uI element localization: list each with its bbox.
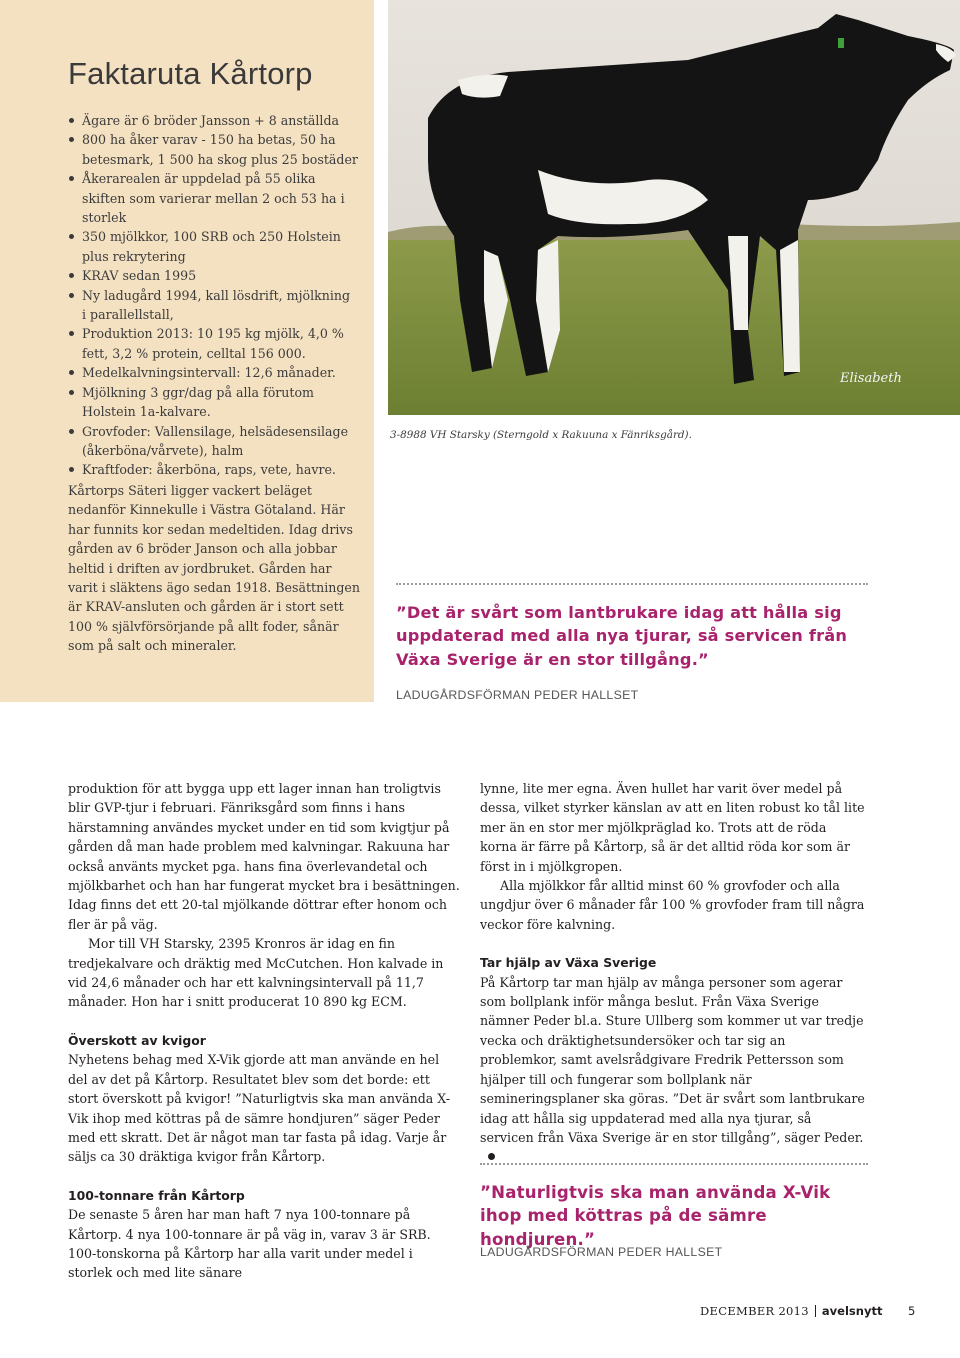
photo-caption: 3-8988 VH Starsky (Sterngold x Rakuuna x Fänriksgård). [390,429,692,441]
photo-signature: Elisabeth [840,371,902,386]
quote-divider [396,583,868,585]
footer-issue: DECEMBER 2013 [700,1304,809,1318]
page-footer [700,1304,922,1318]
cow-photo-image [388,0,960,415]
end-mark-icon [488,1153,495,1160]
fact-box [0,0,374,702]
fact-item: KRAV sedan 1995 [68,266,358,285]
paragraph: De senaste 5 åren har man haft 7 nya 100-tonnare på Kårtorp. 4 nya 100-tonnare är på väg in, varav 3 är SRB. 100-tonskorna på Kårtorp har alla varit under medel i storlek och med lite sänare [68,1207,431,1281]
fact-item: Medelkalvningsintervall: 12,6 månader. [68,363,358,382]
fact-item: Ägare är 6 bröder Jansson + 8 anställda [68,111,358,130]
fact-item: 350 mjölkkor, 100 SRB och 250 Holstein plus rekrytering [68,227,358,266]
fact-box-body: Kårtorps Säteri ligger vackert beläget nedanför Kinnekulle i Västra Götaland. Här har funnits kor sedan medeltiden. Idag drivs gården av 6 bröder Janson och alla jobbar heltid i driften av jordbruket. Gården har varit i släktens ägo sedan 1918. Besättningen är KRAV-ansluten och gården är i stort sett 100 % självförsörjande på allt foder, sånär som på salt och mineraler. [68,483,360,654]
footer-magazine-name: avelsnytt [821,1304,883,1318]
paragraph: produktion för att bygga upp ett lager innan han troligtvis blir GVP-tjur i februari. Fänriksgård som finns i hans härstamning användes mycket under en tid som kvigtjur på gården då man hade problem med kalvningar. Rakuuna har också använts mycket pga. hans fina överlevandetal och mjölkbarhet och han har fungerat mycket bra i besättningen. Idag finns det ett 20-tal mjölkande döttrar efter honom och fler är på väg. [68,781,460,932]
paragraph: Alla mjölkkor får alltid minst 60 % grovfoder och alla ungdjur över 6 månader får 100 % grovfoder fram till några veckor före kalvning. [480,878,865,932]
subheading: Tar hjälp av Växa Sverige [480,955,657,971]
article-column-left [68,779,460,1283]
fact-item: Åkerarealen är uppdelad på 55 olika skiften som varierar mellan 2 och 53 ha i storlek [68,169,358,227]
fact-item: Mjölkning 3 ggr/dag på alla förutom Holstein 1a-kalvare. [68,383,358,422]
fact-item: Grovfoder: Vallensilage, helsädesensilage (åkerböna/vårvete), halm [68,422,358,461]
paragraph [480,973,866,1167]
paragraph: Nyhetens behag med X-Vik gjorde att man använde en hel del av det på Kårtorp. Resultatet blev som det borde: ett stort överskott på kvigor! ”Naturligtvis ska man använda X-Vik ihop med köttras på de sämre hondjuren” säger Peder med ett skratt. Det är något man tar fasta på idag. Varje år säljs ca 30 dräktiga kvigor från Kårtorp. [68,1052,451,1165]
pull-quote: ”Naturligtvis ska man använda X-Vik ihop med köttras på de sämre hondjuren.” [480,1183,831,1249]
fact-item: 800 ha åker varav - 150 ha betas, 50 ha betesmark, 1 500 ha skog plus 25 bostäder [68,130,358,169]
fact-item: Ny ladugård 1994, kall lösdrift, mjölkning i parallellstall, [68,286,358,325]
footer-separator [815,1305,816,1317]
fact-item: Produktion 2013: 10 195 kg mjölk, 4,0 % fett, 3,2 % protein, celltal 156 000. [68,324,358,363]
paragraph: lynne, lite mer egna. Även hullet har varit över medel på dessa, vilket styrker känslan av att en liten robust ko tål lite mer än en stor mer mjölkpräglad ko. Trots att de röda korna är färre på Kårtorp, så är det alltid röda kor som är först in i mjölkgropen. [480,781,865,874]
quote-divider [480,1163,868,1165]
paragraph-text: På Kårtorp tar man hjälp av många personer som agerar som bollplank inför många beslut. Från Växa Sverige nämner Peder bl.a. Sture Ullberg som kommer ut var tredje vecka och dräktighetsundersöker och tar sig an problemkor, samt avelsrådgivare Fredrik Pettersson som hjälper till och fungerar som bollplank när semineringsplaner ska göras. ”Det är svårt som lantbrukare idag att hålla sig uppdaterad med alla nya tjurar, så servicen från Växa Sverige är en stor tillgång”, säger Peder. [480,974,865,1145]
subheading: Överskott av kvigor [68,1032,206,1048]
fact-box-title: Faktaruta Kårtorp [68,56,313,91]
fact-list [68,111,358,480]
cow-photo [388,0,960,415]
fact-item: Kraftfoder: åkerböna, raps, vete, havre. [68,460,358,479]
pull-quote: ”Det är svårt som lantbrukare idag att hålla sig uppdaterad med alla nya tjurar, så servicen från Växa Sverige är en stor tillgång.” [396,603,848,669]
subheading: 100-tonnare från Kårtorp [68,1187,245,1203]
quote-attribution: LADUGÅRDSFÖRMAN PEDER HALLSET [396,688,639,702]
article-column-right [480,779,866,1167]
page-number: 5 [908,1304,916,1318]
paragraph: Mor till VH Starsky, 2395 Kronros är idag en fin tredjekalvare och dräktig med McCutchen. Hon kalvade in vid 24,6 månader och har ett kalvningsintervall på 11,7 månader. Hon har i snitt producerat 10 890 kg ECM. [68,936,444,1010]
quote-attribution: LADUGÅRDSFÖRMAN PEDER HALLSET [480,1245,723,1259]
